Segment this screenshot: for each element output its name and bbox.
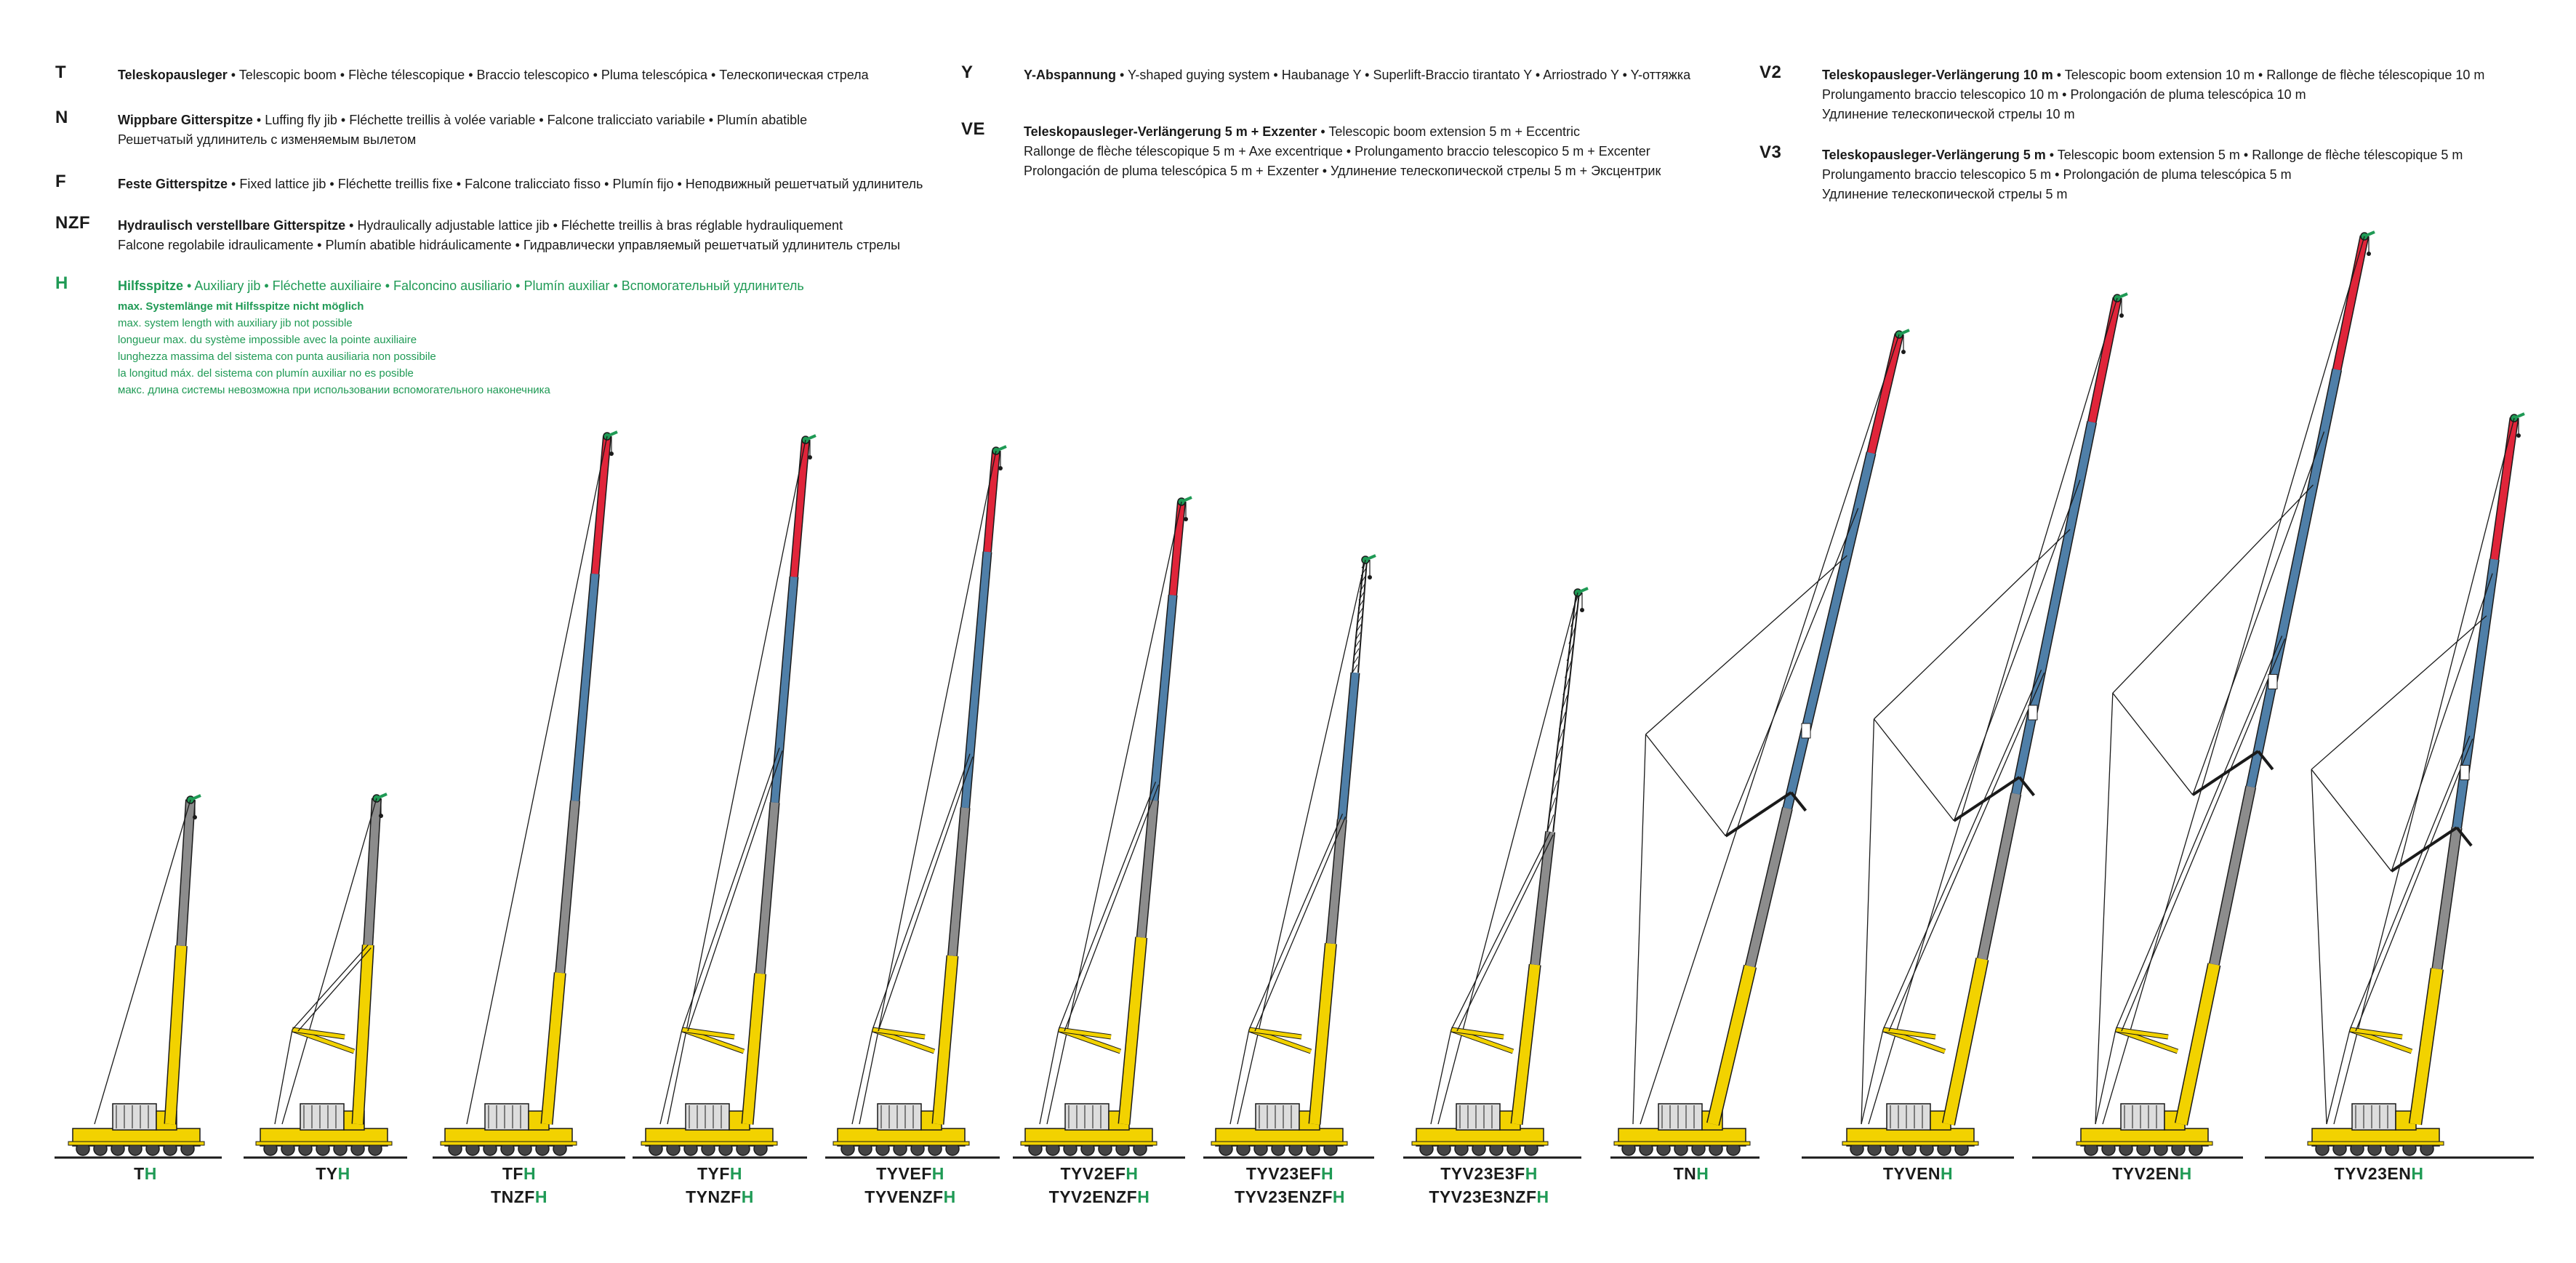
crane-label: TYV23ENH: [2334, 1164, 2424, 1183]
legend-code: N: [55, 108, 68, 127]
hoist-rope: [1438, 593, 1578, 1124]
boom-section-blue: [575, 574, 595, 801]
boom-section-yellow: [2181, 964, 2214, 1124]
hoist-rope: [859, 451, 996, 1124]
counterweight: [1256, 1104, 1299, 1130]
boom-section-yellow: [938, 956, 952, 1125]
boom-section-yellow: [1949, 959, 1982, 1124]
legend-line: Удлинение телескопической стрелы 5 m: [1822, 187, 2068, 201]
outrigger-beam: [2308, 1142, 2444, 1145]
legend-line: Falcone regolabile idraulicamente • Plumín abatible hidráulicamente • Гидравлически управляемый решетчатый удлинитель стрелы: [118, 238, 901, 252]
legend-title: Hydraulisch verstellbare Gitterspitze: [118, 218, 346, 233]
legend-title: Hilfsspitze: [118, 278, 184, 293]
hook-block: [193, 815, 197, 819]
legend-code: Y: [961, 63, 974, 82]
crane-label: TYV23EFH TYV23ENZFH: [1235, 1164, 1345, 1206]
legend-code: F: [55, 172, 67, 191]
crane-label: TYVENH: [1882, 1164, 1954, 1183]
hook-block: [1368, 575, 1372, 580]
counterweight: [1887, 1104, 1930, 1130]
legend-text: Fixed lattice jib • Fléchette treillis fixe • Falcone tralicciato fisso • Plumín fijo • Неподвижный решетчатый удлинитель: [239, 177, 923, 191]
y-guy-back-rope: [1861, 1030, 1883, 1124]
crane-10: [1802, 294, 2127, 1158]
note-line: макс. длина системы невозможна при использовании вспомогательного наконечника: [118, 384, 550, 396]
boom-section-blue: [1154, 595, 1173, 800]
outrigger-beam: [2077, 1142, 2212, 1145]
crane-2: [244, 794, 407, 1158]
hook-block: [808, 455, 812, 460]
counterweight: [1065, 1104, 1109, 1130]
crane-label: TYV23E3FH TYV23E3NZFH: [1429, 1164, 1549, 1206]
ballast-pack: [1802, 723, 1810, 738]
boom-section-red: [2337, 236, 2364, 369]
y-guy-rope: [2356, 739, 2473, 1031]
legend-code: V2: [1760, 63, 1782, 82]
crane-5: [825, 446, 1006, 1158]
crane-label: TYV2ENH: [2112, 1164, 2192, 1183]
ballast-pack: [2460, 766, 2469, 780]
hoist-rope: [2103, 236, 2364, 1124]
y-guy-rope: [1883, 670, 2042, 1030]
crane-label: TH: [134, 1164, 157, 1183]
counterweight: [878, 1104, 921, 1130]
hoist-rope: [1640, 334, 1899, 1124]
boom-section-blue: [1787, 453, 1871, 809]
boom-section-grey: [1750, 809, 1787, 966]
crane-label: TYV2EFH TYV2ENZFH: [1048, 1164, 1150, 1206]
boom-section-red: [987, 451, 996, 552]
counterweight: [1658, 1104, 1702, 1130]
boom-section-red: [1173, 502, 1181, 595]
counterweight: [485, 1104, 529, 1130]
crane-3: [433, 432, 625, 1158]
hoist-rope: [667, 440, 806, 1124]
boom-section-yellow: [170, 946, 181, 1124]
guying-rope: [2113, 485, 2314, 693]
outrigger-beam: [833, 1142, 969, 1145]
boom-section-grey: [1982, 794, 2015, 959]
crane-7: [1203, 556, 1376, 1158]
crane-label: TFH TNZFH: [491, 1164, 547, 1206]
outrigger-beam: [1412, 1142, 1548, 1145]
boom-section-grey: [2437, 827, 2457, 969]
boom-section-yellow: [747, 974, 761, 1124]
legend-code: NZF: [55, 213, 91, 233]
hoist-rope: [1869, 298, 2117, 1124]
crane-11: [2032, 232, 2375, 1158]
hook-block: [379, 814, 383, 818]
note-title: max. Systemlänge mit Hilfsspitze nicht möglich: [118, 300, 364, 313]
boom-section-grey: [560, 801, 575, 973]
y-guy-rope: [1889, 673, 2045, 1031]
note-line: la longitud máx. del sistema con plumín auxiliar no es posible: [118, 367, 414, 380]
crane-label: TNH: [1673, 1164, 1709, 1183]
legend-text: Auxiliary jib • Fléchette auxiliaire • Falconcino ausiliario • Plumín auxiliar • Вспомогательный удлинитель: [194, 278, 804, 293]
legend-title: Wippbare Gitterspitze: [118, 113, 253, 127]
legend-text: Luffing fly jib • Fléchette treillis à volée variable • Falcone tralicciato variabile • Plumín abatible: [265, 113, 808, 127]
legend-text: Telescopic boom extension 10 m • Rallonge de flèche télescopique 10 m: [2064, 68, 2485, 82]
legend-line: Prolongación de pluma telescópica 5 m + Exzenter • Удлинение телескопической стрелы 5 m + Эксцентрик: [1024, 164, 1661, 178]
outrigger-beam: [68, 1142, 204, 1145]
crane-label: TYFH TYNZFH: [686, 1164, 754, 1206]
guying-rope: [2311, 616, 2487, 769]
boom-section-blue: [2016, 422, 2092, 793]
y-guy-rope: [2122, 638, 2285, 1031]
counterweight: [300, 1104, 344, 1130]
hook-block: [1184, 517, 1188, 521]
y-guy-back-rope: [660, 1030, 682, 1124]
legend-text: Hydraulically adjustable lattice jib • Fléchette treillis à bras réglable hydrauliquement: [357, 218, 843, 233]
legend-title: Y-Abspannung: [1024, 68, 1116, 82]
boom-section-yellow: [358, 945, 368, 1124]
guying-back-rope: [1861, 719, 1874, 1124]
guying-rope: [1646, 556, 1847, 734]
legend-code: T: [55, 63, 67, 82]
boom-section-yellow: [2415, 969, 2437, 1124]
hook-block: [2516, 433, 2521, 438]
boom-section-grey: [181, 800, 190, 946]
counterweight: [113, 1104, 156, 1130]
note-line: max. system length with auxiliary jib not possible: [118, 317, 353, 329]
guying-back-rope: [1633, 734, 1646, 1124]
boom-section-red: [1871, 334, 1899, 453]
outrigger-beam: [1211, 1142, 1347, 1145]
outrigger-beam: [1842, 1142, 1978, 1145]
legend-text: Telescopic boom extension 5 m + Eccentric: [1328, 124, 1580, 139]
outrigger-beam: [256, 1142, 392, 1145]
y-guy-back-rope: [1431, 1030, 1451, 1124]
hoist-rope: [467, 436, 607, 1124]
guying-rope: [2391, 574, 2492, 872]
boom-section-grey: [2214, 787, 2250, 964]
crane-label: TYH: [316, 1164, 350, 1183]
legend-text: Telescopic boom extension 5 m • Rallonge de flèche télescopique 5 m: [2057, 148, 2463, 162]
legend-line: Prolungamento braccio telescopico 10 m • Prolongación de pluma telescópica 10 m: [1822, 87, 2306, 102]
legend-text: Telescopic boom • Flèche télescopique • Braccio telescopico • Pluma telescópica • Телескопическая стрела: [238, 68, 869, 82]
hook-block: [2119, 313, 2124, 318]
guying-rope: [1646, 734, 1726, 836]
crane-4: [633, 436, 816, 1158]
boom-section-blue: [2457, 559, 2495, 827]
legend-line: Rallonge de flèche télescopique 5 m + Axe excentrique • Prolungamento braccio telescopico 5 m + Excenter: [1024, 144, 1650, 159]
legend-line: Prolungamento braccio telescopico 5 m • Prolongación de pluma telescópica 5 m: [1822, 167, 2292, 182]
lattice-jib-chord: [1553, 593, 1579, 832]
legend-text: Y-shaped guying system • Haubanage Y • Superlift-Braccio tirantato Y • Arriostrado Y • Y-оттяжка: [1127, 68, 1691, 82]
legend-title: Teleskopausleger-Verlängerung 5 m + Exzenter: [1024, 124, 1317, 139]
legend-line: Удлинение телескопической стрелы 10 m: [1822, 107, 2075, 121]
legend-line: Решетчатый удлинитель с изменяемым вылетом: [118, 132, 417, 147]
legend-title: Teleskopausleger-Verlängerung 5 m: [1822, 148, 2046, 162]
guying-rope: [1874, 719, 1954, 821]
guying-rope: [2311, 769, 2391, 871]
guying-rope: [2113, 693, 2193, 795]
outrigger-beam: [1614, 1142, 1750, 1145]
boom-section-yellow: [1517, 965, 1535, 1124]
boom-section-yellow: [1713, 966, 1750, 1124]
y-guy-rope: [2116, 635, 2282, 1030]
crane-6: [1013, 497, 1192, 1158]
ballast-pack: [2268, 675, 2277, 689]
counterweight: [2121, 1104, 2164, 1130]
boom-section-red: [2092, 298, 2117, 422]
guying-back-rope: [2311, 769, 2327, 1124]
y-guy-back-rope: [1040, 1030, 1059, 1124]
ballast-pack: [2029, 705, 2037, 720]
boom-section-grey: [368, 798, 377, 945]
note-line: lunghezza massima del sistema con punta ausiliaria non possibile: [118, 350, 436, 363]
note-line: longueur max. du système impossible avec la pointe auxiliaire: [118, 334, 417, 346]
boom-section-grey: [1535, 832, 1550, 965]
hook-block: [998, 466, 1003, 470]
counterweight: [686, 1104, 729, 1130]
hook-block: [1901, 350, 1906, 354]
counterweight: [1456, 1104, 1500, 1130]
legend-code: V3: [1760, 143, 1782, 162]
hook-block: [609, 452, 614, 456]
hoist-rope: [1237, 560, 1365, 1124]
legend-title: Teleskopausleger-Verlängerung 10 m: [1822, 68, 2053, 82]
crane-8: [1403, 588, 1588, 1158]
outrigger-beam: [1021, 1142, 1157, 1145]
crane-1: [55, 795, 222, 1158]
guying-back-rope: [2095, 693, 2113, 1124]
legend-title: Teleskopausleger: [118, 68, 228, 82]
legend-code: VE: [961, 119, 986, 139]
legend-code: H: [55, 273, 68, 293]
boom-section-blue: [775, 577, 794, 803]
y-guy-back-rope: [275, 1030, 292, 1124]
counterweight: [2352, 1104, 2396, 1130]
boom-section-yellow: [547, 973, 560, 1124]
boom-section-red: [2495, 418, 2514, 559]
outrigger-beam: [441, 1142, 577, 1145]
outrigger-beam: [641, 1142, 777, 1145]
legend-title: Feste Gitterspitze: [118, 177, 228, 191]
crane-label: TYVEFH TYVENZFH: [864, 1164, 956, 1206]
hook-block: [2367, 252, 2371, 256]
hook-block: [1580, 608, 1584, 612]
y-guy-back-rope: [1230, 1030, 1249, 1124]
